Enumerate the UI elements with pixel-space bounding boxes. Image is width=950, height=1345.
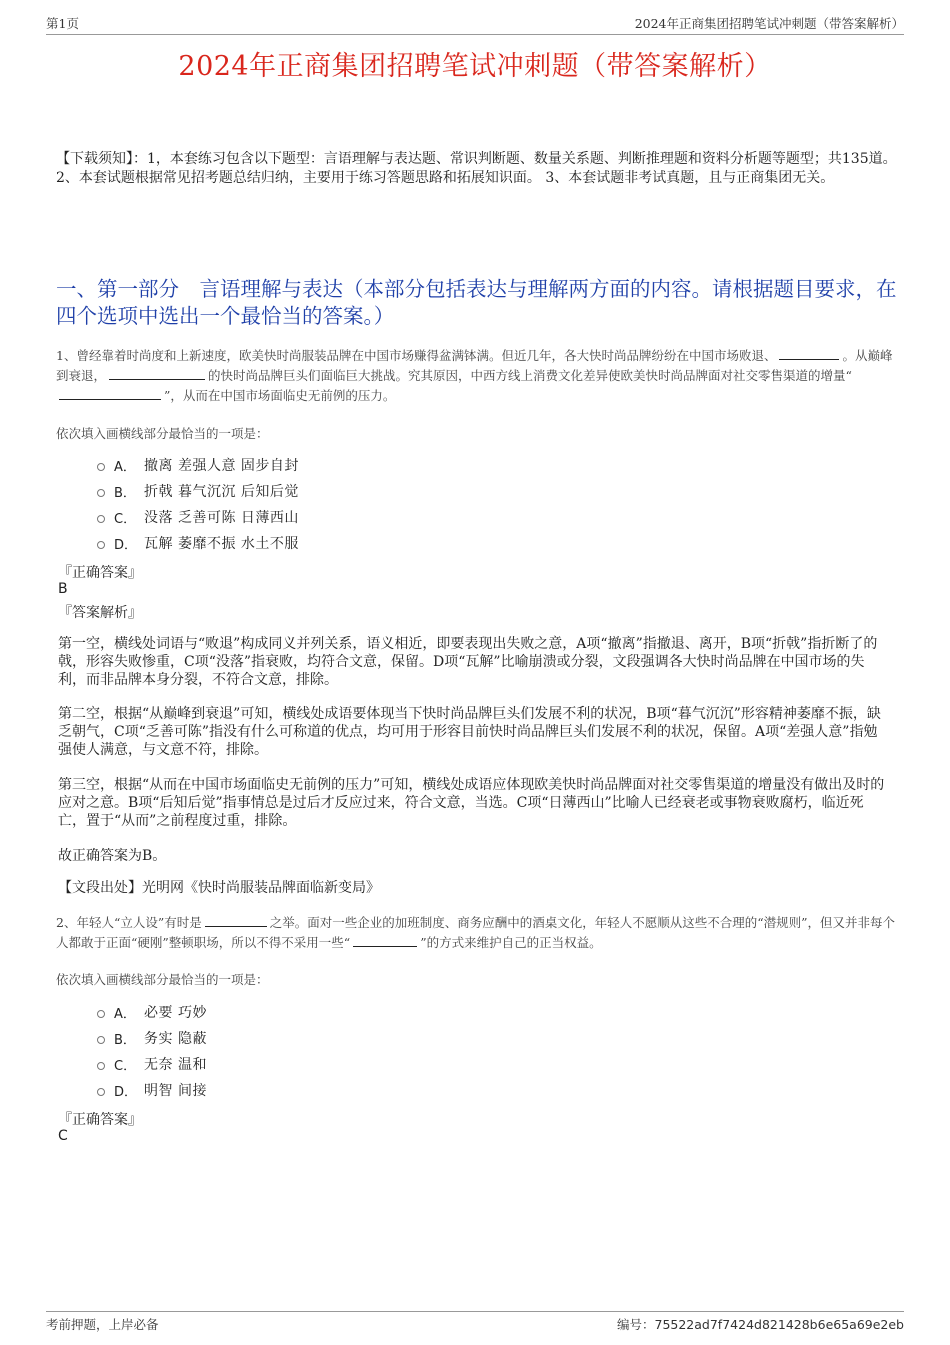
radio-button-icon[interactable]	[97, 463, 105, 471]
answer-blank	[353, 933, 417, 947]
question-1-stem-part-d: ”，从而在中国市场面临史无前例的压力。	[164, 388, 396, 403]
document-id	[617, 1315, 904, 1333]
correct-answer: B	[58, 581, 68, 597]
question-1-stem	[56, 346, 896, 406]
analysis-paragraph: 第二空，根据“从巅峰到衰退”可知，横线处成语要体现当下快时尚品牌巨头们发展不利的状况，B项“暮气沉沉”形容精神萎靡不振，缺乏朝气，C项“乏善可陈”指没有什么可称道的优点，均可用于形容目前快时尚品牌巨头们发展不利的状况，保留。A项“差强人意”指勉强使人满意，与文意不符，排除。	[58, 706, 881, 758]
option-c[interactable]: C． 无奈 温和	[97, 1051, 207, 1077]
header-doc-title: 2024年正商集团招聘笔试冲刺题（带答案解析）	[634, 16, 904, 31]
option-d[interactable]: D． 明智 间接	[97, 1077, 207, 1103]
source-citation: 【文段出处】光明网《快时尚服装品牌面临新变局》	[58, 880, 380, 896]
radio-button-icon[interactable]	[97, 1010, 105, 1018]
answer-blank	[779, 346, 839, 360]
footer-slogan: 考前押题，上岸必备	[46, 1317, 159, 1332]
question-2-stem-part-b: 之举。面对一些企业的加班制度、商务应酬中的酒桌文化，年轻人不愿顺从这些不合理的“潜规则”，但又并非每个人都敢于正面“硬刚”整顿职场，所以不得不采用一些“	[56, 915, 896, 950]
page-title: 2024年正商集团招聘笔试冲刺题（带答案解析）	[178, 51, 772, 82]
page-number: 第1页	[46, 16, 79, 31]
radio-button-icon[interactable]	[97, 1062, 105, 1070]
analysis-paragraph: 第一空，横线处词语与“败退”构成同义并列关系，语义相近，即要表现出失败之意，A项“撤离”指撤退、离开，B项“折戟”指折断了的戟，形容失败惨重，C项“没落”指衰败，均符合文意，保留。D项“瓦解”比喻崩溃或分裂，文段强调各大快时尚品牌在中国市场的失利，而非品牌本身分裂，不符合文意，排除。	[58, 636, 878, 688]
option-d[interactable]: D． 瓦解 萎靡不振 水土不服	[97, 530, 299, 556]
question-2-stem	[56, 913, 896, 953]
document-id-code: 75522ad7f7424d821428b6e65a69e2eb	[654, 1317, 904, 1332]
option-a[interactable]: A． 撤离 差强人意 固步自封	[97, 452, 299, 478]
correct-answer-label: 『正确答案』	[58, 1112, 142, 1128]
question-1-prompt: 依次填入画横线部分最恰当的一项是：	[56, 426, 269, 441]
question-2-stem-part-c: ”的方式来维护自己的正当权益。	[420, 935, 602, 950]
radio-button-icon[interactable]	[97, 515, 105, 523]
question-1-stem-part-a: 1、曾经靠着时尚度和上新速度，欧美快时尚服装品牌在中国市场赚得盆满钵满。但近几年，各大快时尚品牌纷纷在中国市场败退、	[56, 348, 777, 363]
analysis-label: 『答案解析』	[58, 605, 142, 621]
question-1-stem-part-c: 的快时尚品牌巨头们面临巨大挑战。究其原因，中西方线上消费文化差异使欧美快时尚品牌面对社交零售渠道的增量“	[208, 368, 852, 383]
section-heading: 一、第一部分 言语理解与表达（本部分包括表达与理解两方面的内容。请根据题目要求，在四个选项中选出一个最恰当的答案。）	[56, 277, 897, 328]
radio-button-icon[interactable]	[97, 541, 105, 549]
question-2-options	[97, 999, 207, 1103]
analysis-conclusion: 故正确答案为B。	[58, 848, 167, 864]
option-b[interactable]: B． 折戟 暮气沉沉 后知后觉	[97, 478, 299, 504]
radio-button-icon[interactable]	[97, 1088, 105, 1096]
option-a[interactable]: A． 必要 巧妙	[97, 999, 207, 1025]
page-header	[46, 14, 904, 35]
question-2-stem-part-a: 2、年轻人“立人设”有时是	[56, 915, 202, 930]
answer-blank	[59, 386, 161, 400]
answer-blank	[205, 913, 267, 927]
correct-answer-label: 『正确答案』	[58, 565, 142, 581]
document-id-label: 编号：	[616, 1317, 655, 1332]
analysis-paragraph: 第三空，根据“从而在中国市场面临史无前例的压力”可知，横线处成语应体现欧美快时尚品牌面对社交零售渠道的增量没有做出及时的应对之意。B项“后知后觉”指事情总是过后才反应过来，符合文意，当选。C项“日薄西山”比喻人已经衰老或事物衰败腐朽，临近死亡，置于“从而”之前程度过重，排除。	[58, 777, 885, 829]
option-c[interactable]: C． 没落 乏善可陈 日薄西山	[97, 504, 299, 530]
correct-answer: C	[58, 1128, 68, 1144]
answer-blank	[109, 366, 205, 380]
question-1-options	[97, 452, 299, 556]
question-2-prompt: 依次填入画横线部分最恰当的一项是：	[56, 972, 269, 987]
download-notice: 【下载须知】：1，本套练习包含以下题型：言语理解与表达题、常识判断题、数量关系题、判断推理题和资料分析题等题型；共135道。 2、本套试题根据常见招考题总结归纳，主要用于练习答题思路和拓展知识面。 3、本套试题非考试真题，且与正商集团无关。	[56, 151, 897, 186]
question-1-stem-part-b: 。从巅峰到衰退，	[56, 348, 893, 383]
radio-button-icon[interactable]	[97, 489, 105, 497]
option-b[interactable]: B． 务实 隐蔽	[97, 1025, 207, 1051]
page-footer	[46, 1311, 904, 1333]
radio-button-icon[interactable]	[97, 1036, 105, 1044]
